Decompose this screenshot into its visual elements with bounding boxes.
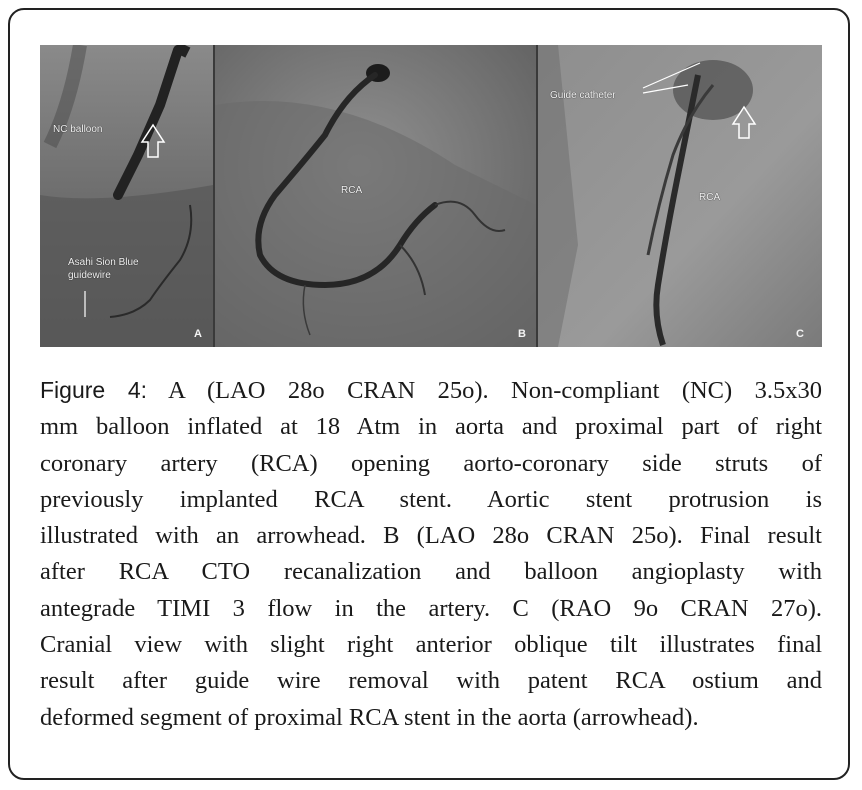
caption-line-2: mm balloon inflated at 18 Atm in aorta and proximal part of right: [40, 413, 822, 441]
caption-line-9: result after guide wire removal with patent RCA ostium and: [40, 667, 822, 695]
caption-line-6: after RCA CTO recanalization and balloon angioplasty with: [40, 558, 822, 586]
caption-line-10: deformed segment of proximal RCA stent in the aorta (arrowhead).: [40, 703, 699, 731]
label-guidewire-line2: guidewire: [68, 270, 111, 281]
panel-letter-b: B: [518, 328, 526, 340]
panel-a-image: [40, 45, 213, 347]
label-guidewire-line1: Asahi Sion Blue: [68, 257, 139, 268]
caption-line-3: coronary artery (RCA) opening aorto-coronary side struts of: [40, 449, 822, 477]
panel-letter-a: A: [194, 328, 202, 340]
panel-letter-c: C: [796, 328, 804, 340]
panel-a: [40, 45, 213, 347]
label-nc-balloon: NC balloon: [53, 124, 103, 135]
label-rca-b: RCA: [341, 185, 363, 196]
caption-line-5: illustrated with an arrowhead. B (LAO 28o CRAN 25o). Final result: [40, 522, 822, 550]
label-guide-catheter: Guide catheter: [550, 90, 616, 101]
panel-b-image: [215, 45, 536, 347]
angiography-figure: [40, 45, 822, 347]
caption-label: Figure 4:: [40, 377, 148, 403]
caption-line-8: Cranial view with slight right anterior oblique tilt illustrates final: [40, 631, 822, 659]
panel-b: [215, 45, 536, 347]
caption-line-7: antegrade TIMI 3 flow in the artery. C (RAO 9o CRAN 27o).: [40, 594, 822, 622]
panel-c: [538, 45, 822, 347]
label-rca-c: RCA: [699, 192, 721, 203]
caption-line-4: previously implanted RCA stent. Aortic stent protrusion is: [40, 485, 822, 513]
caption-line-1: [40, 372, 822, 409]
caption-line-1-text: A (LAO 28o CRAN 25o). Non-compliant (NC) 3.5x30: [147, 377, 822, 404]
figure-caption: [40, 372, 822, 736]
